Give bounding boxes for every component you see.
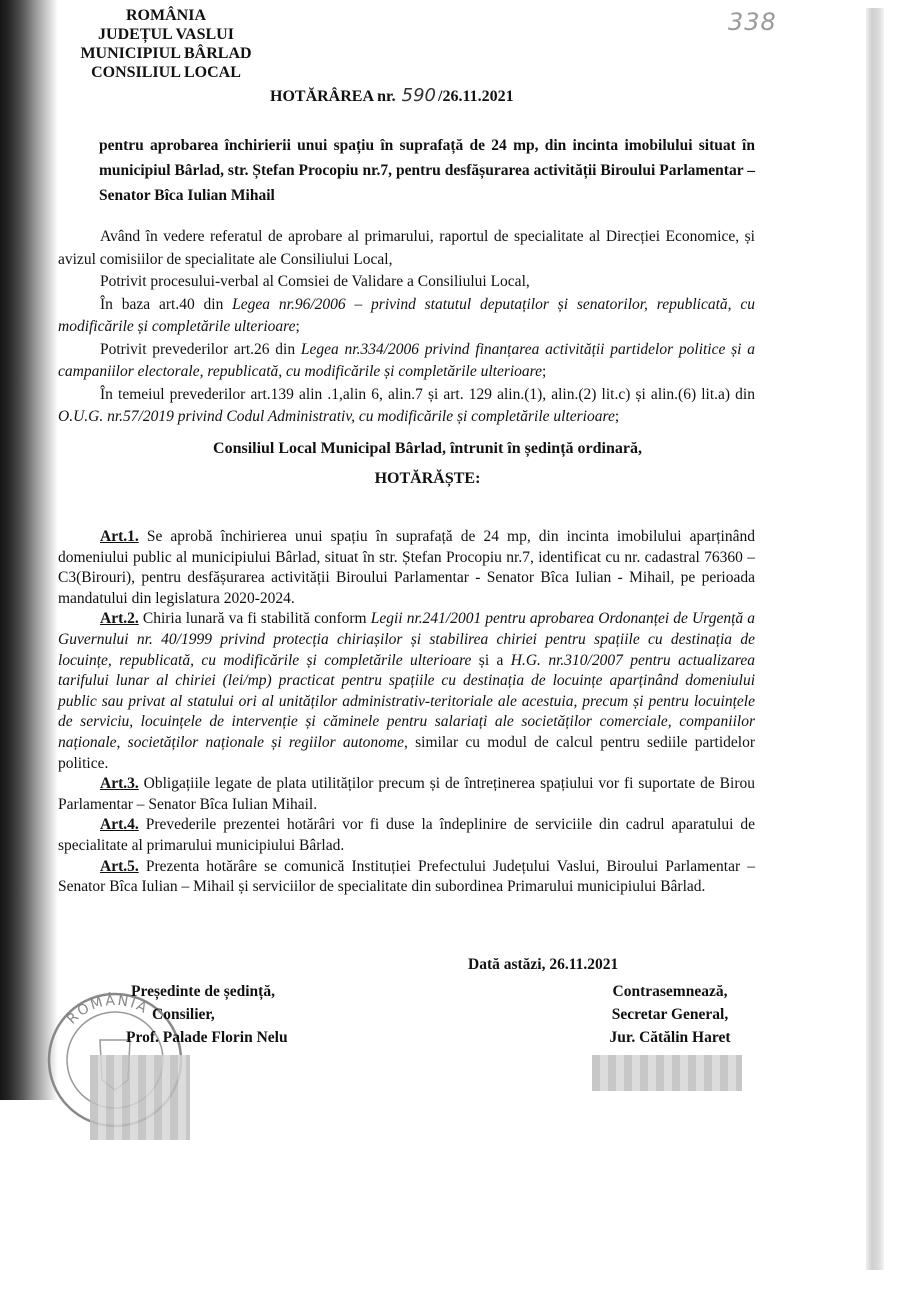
article-4-label: Art.4. [100, 816, 139, 834]
preamble-p4-text: Potrivit prevederilor art.26 din [100, 340, 301, 358]
article-1-text: Se aprobă închirierea unui spațiu în suprafață de 24 mp, din incinta imobilului aparținând domeniului public al municipiului Bârlad, situat în str. Ștefan Procopiu nr.7, identificat cu nr. cadastral 76360 – C3(Birouri), pentru desfășurarea activității Biroului Parlamentar - Senator Bîca Iulian - Mihail, pe perioada mandatului din legislatura 2020-2024. [58, 528, 755, 607]
article-1-label: Art.1. [100, 528, 139, 545]
preamble-p4 [58, 339, 755, 384]
preamble-p3-text: În baza art.40 din [100, 295, 233, 313]
signature-left-role: Președinte de ședință, [131, 983, 275, 1000]
article-2-text-a: Chiria lunară va fi stabilită conform [138, 610, 371, 628]
article-1 [58, 527, 755, 609]
article-5-label: Art.5. [100, 857, 139, 875]
preamble-p5-law: O.U.G. nr.57/2019 privind Codul Administrativ, cu modificările și completările ulterioare [58, 408, 615, 425]
signature-left-name: Prof. Palade Florin Nelu [126, 1029, 288, 1046]
preamble-p2: Potrivit procesului-verbal al Comsiei de Validare a Consiliului Local, [100, 273, 530, 290]
preamble-p3 [58, 294, 755, 339]
council-line: Consiliul Local Municipal Bârlad, întrunit în ședință ordinară, [213, 440, 642, 457]
preamble-p5-text: În temeiul prevederilor art.139 alin .1,alin 6, alin.7 și art. 129 alin.(1), alin.(2) lit.c) și alin.(6) lit.a) din [100, 385, 755, 403]
title-prefix: HOTĂRÂREA nr. [270, 88, 396, 105]
preamble-p4-end: ; [542, 363, 547, 380]
article-2-text-c: și a [471, 651, 511, 669]
scan-shadow-left [0, 0, 58, 1100]
article-5-text: Prezenta hotărâre se comunică Instituției Prefectului Județului Vaslui, Biroului Parlamentar – Senator Bîca Iulian – Mihail și serviciilor de specialitate din subordinea Primarului municipiului Bârlad. [58, 857, 755, 896]
handwritten-page-number: 338 [728, 8, 777, 36]
institution-header [76, 6, 256, 82]
article-3-label: Art.3. [100, 775, 139, 793]
signature-right-role: Contrasemnează, [612, 983, 728, 1000]
redacted-signature-left [90, 1055, 190, 1140]
articles [58, 527, 755, 898]
article-3 [58, 774, 755, 815]
header-council: CONSILIUL LOCAL [91, 64, 241, 81]
decides-heading: HOTĂRĂȘTE: [374, 470, 481, 487]
title-number: 590 [401, 85, 437, 106]
header-county: JUDEȚUL VASLUI [98, 26, 234, 43]
header-municipality: MUNICIPIUL BÂRLAD [80, 45, 252, 62]
signature-left-title: Consilier, [152, 1006, 215, 1023]
header-country: ROMÂNIA [126, 7, 206, 24]
preamble-p5 [58, 384, 755, 429]
preamble-p5-end: ; [614, 408, 620, 425]
article-5 [58, 857, 755, 898]
article-2-law-a: Legii nr.241/2001 pentru aprobarea Ordonanței de Urgență a Guvernului nr. 40/1999 privind protecția chiriașilor și stabilirea chiriei pentru spațiile cu destinația de locuințe, republicată, cu modificările și completările ulterioare [58, 610, 756, 669]
redacted-signature-right [592, 1055, 742, 1091]
signature-right-name: Jur. Cătălin Haret [609, 1029, 731, 1046]
scan-shadow-right [866, 8, 884, 1270]
signature-right [580, 980, 760, 1049]
preamble-p4-law: Legea nr.334/2006 privind finanțarea activității partidelor politice și a campaniilor electorale, republicată, cu modificările și completările ulterioare [58, 340, 756, 380]
article-2 [58, 609, 755, 774]
signature-left [112, 980, 332, 1049]
article-2-law-b: H.G. nr.310/2007 pentru actualizarea tarifului lunar al chiriei (lei/mp) practicat pentru spațiile cu destinația de locuințe aparținând domeniului public sau privat al statului ori al unităților administrativ-teritoriale ale acestuia, precum și pentru locuințele de serviciu, locuințele de intervenție și căminele pentru salariați ale societăților comerciale, companiilor naționale, societăților naționale și regiilor autonome [58, 651, 755, 751]
article-2-text-e: , similar cu modul de calcul pentru sediile partidelor politice. [58, 733, 755, 772]
title-date: /26.11.2021 [438, 88, 514, 105]
preamble-p1: Având în vedere referatul de aprobare al primarului, raportul de specialitate al Direcției Economice, și avizul comisiilor de specialitate ale Consiliului Local, [58, 228, 755, 268]
signature-right-title: Secretar General, [611, 1006, 729, 1023]
preamble [58, 226, 755, 429]
article-2-label: Art.2. [100, 610, 139, 628]
stamp-text: ROMÂNIA [64, 992, 152, 1028]
decision-subject: pentru aprobarea închirierii unui spațiu în suprafață de 24 mp, din incinta imobilului situat în municipiul Bârlad, str. Ștefan Procopiu nr.7, pentru desfășurarea activității Biroului Parlamentar – Senator Bîca Iulian Mihail [99, 137, 755, 204]
article-4 [58, 815, 755, 856]
preamble-p3-end: ; [295, 318, 300, 335]
preamble-p3-law: Legea nr.96/2006 – privind statutul deputaților și senatorilor, republicată, cu modificările și completările ulterioare [58, 295, 755, 335]
decision-title [270, 85, 514, 106]
article-3-text: Obligațiile legate de plata utilităților precum și de întreținerea spațiului vor fi suportate de Birou Parlamentar – Senator Bîca Iulian Mihail. [58, 775, 755, 813]
article-4-text: Prevederile prezentei hotărâri vor fi duse la îndeplinire de serviciile din cadrul aparatului de specialitate al primarului municipiului Bârlad. [58, 816, 755, 854]
date-line: Dată astăzi, 26.11.2021 [468, 956, 619, 973]
